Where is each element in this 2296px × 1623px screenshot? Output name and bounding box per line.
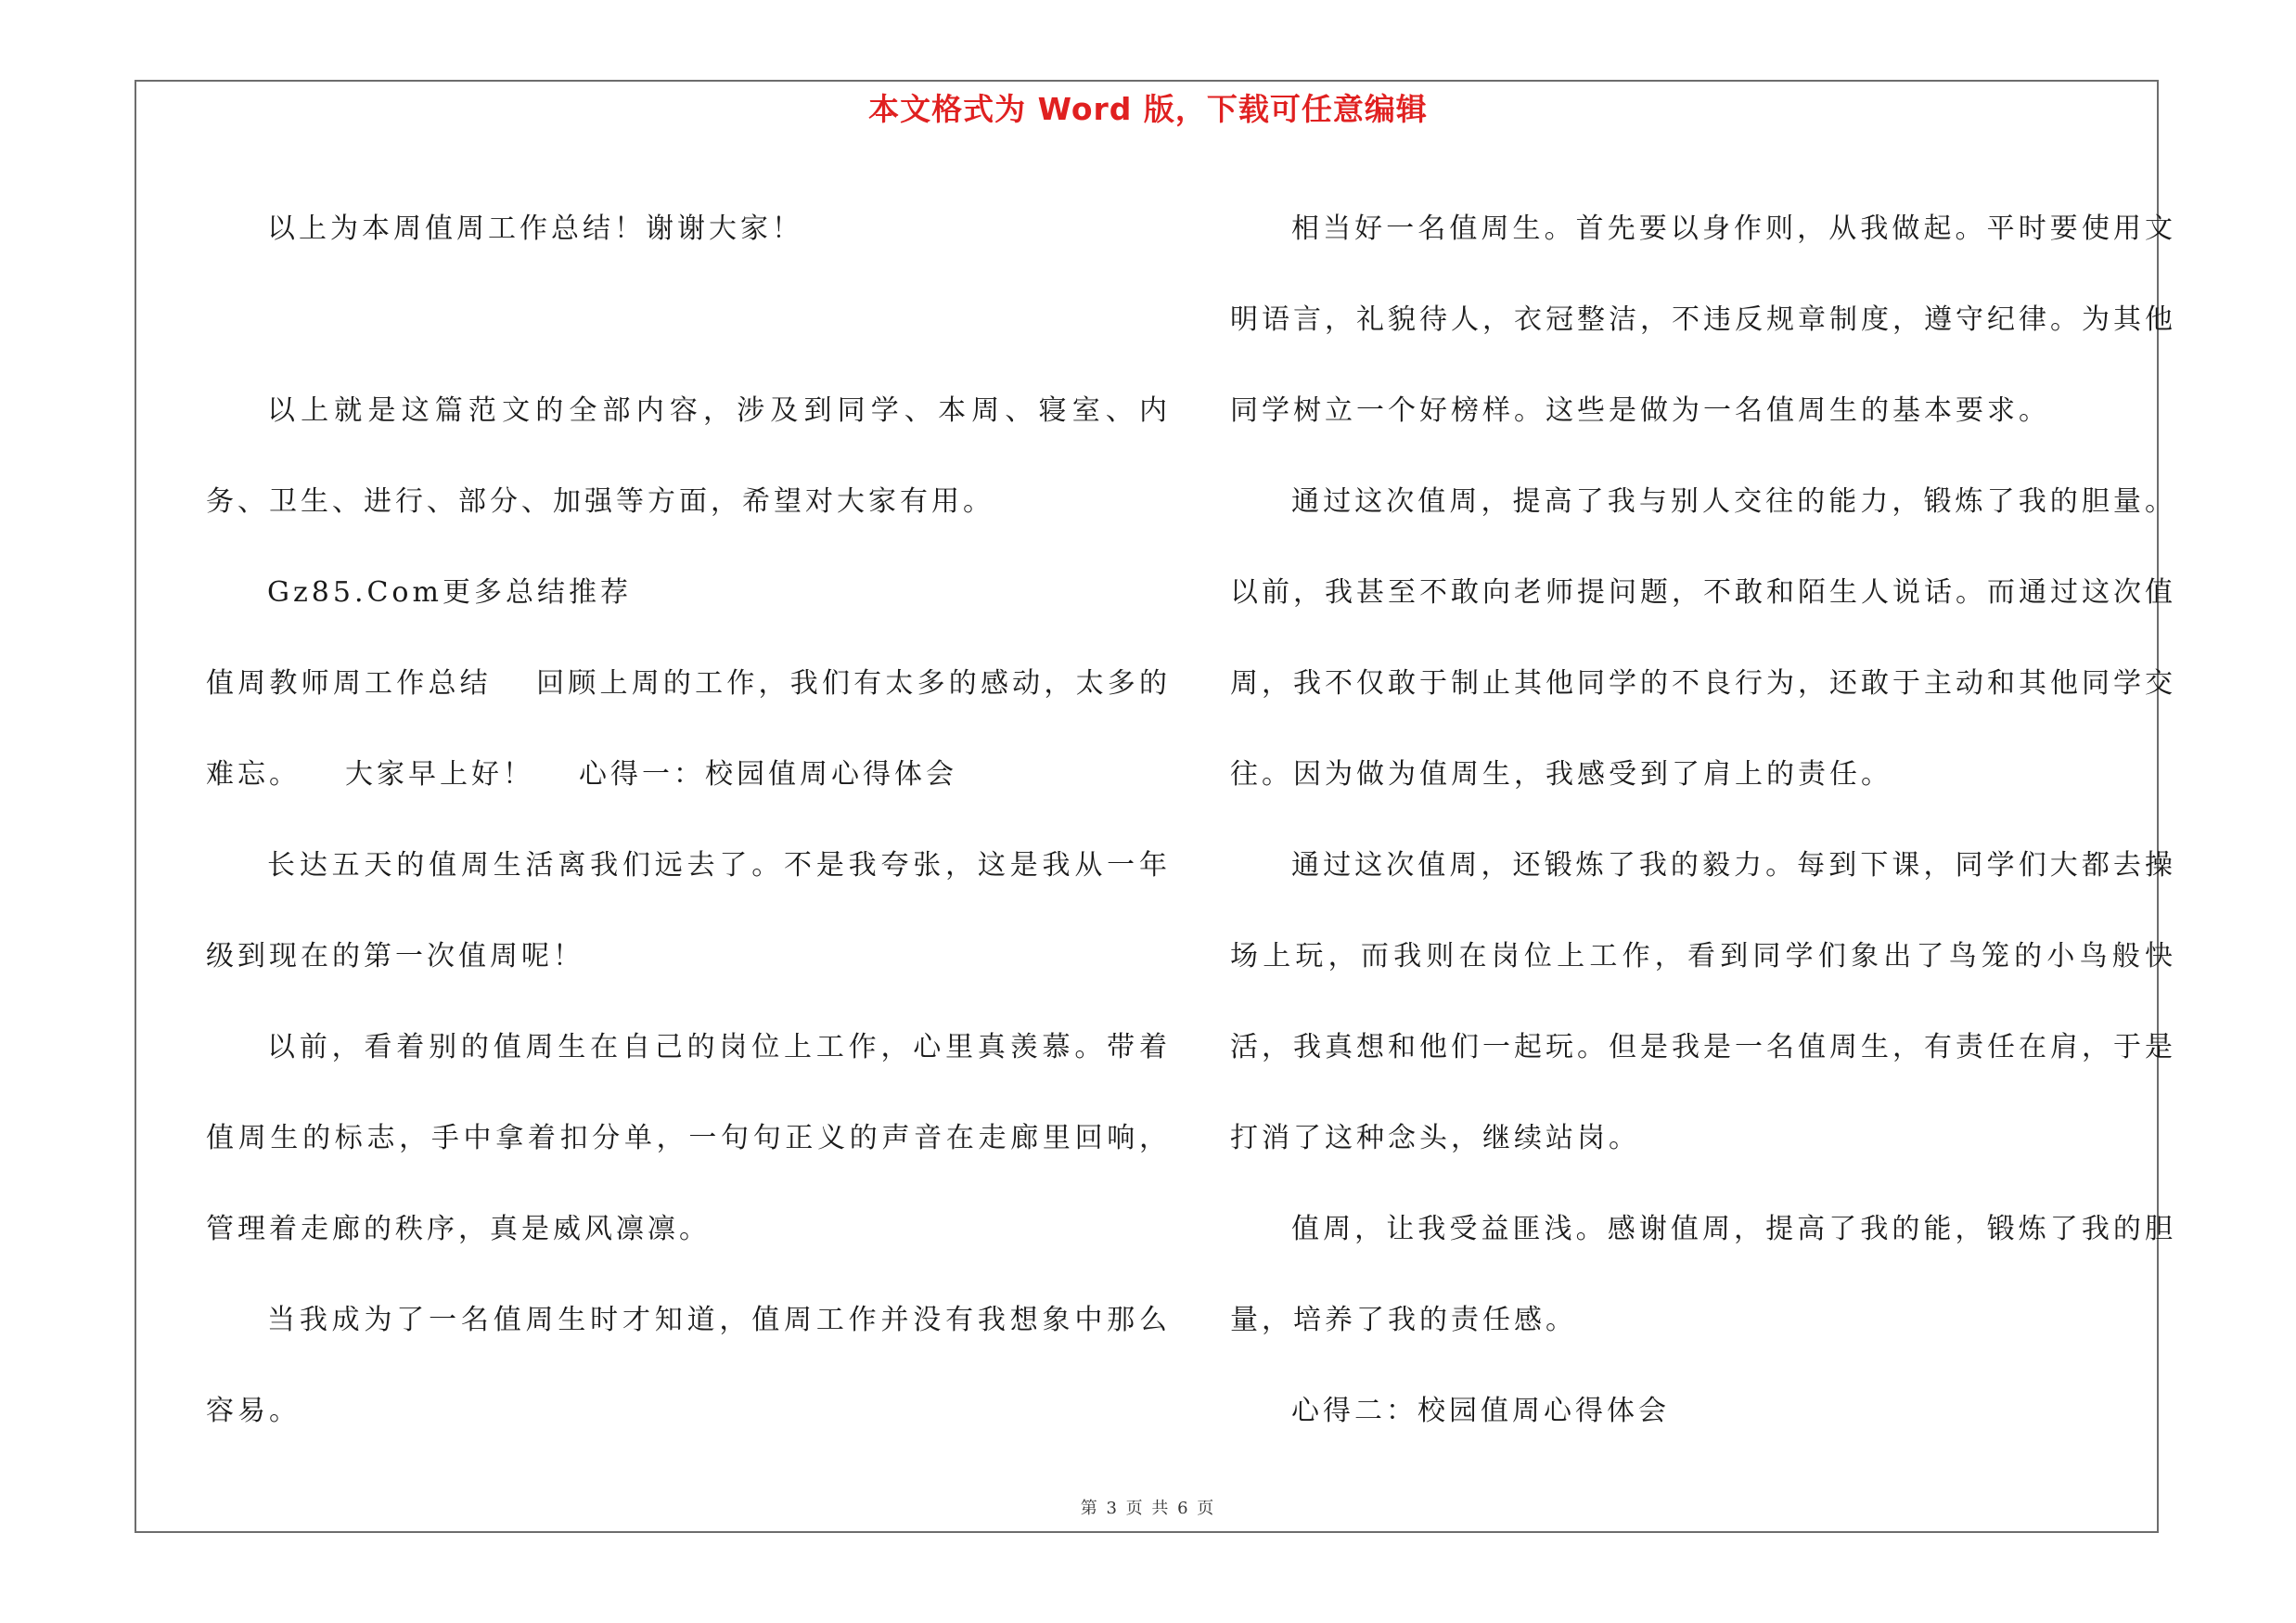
related-title-experience-one: 心得一：校园值周心得体会	[579, 758, 957, 791]
related-excerpt-review: 回顾上周的工作，我们有太多的感动，太多的难忘。	[206, 667, 1172, 791]
perseverance-paragraph: 通过这次值周，还锻炼了我的毅力。每到下课，同学们大都去操场上玩，而我则在岗位上工作，看到同学们象出了鸟笼的小鸟般快活，我真想和他们一起玩。但是我是一名值周生，有责任在肩，于是打消了这种念头，继续站岗。	[1230, 849, 2176, 1154]
right-column	[1230, 184, 2176, 1457]
not-easy-paragraph: 当我成为了一名值周生时才知道，值周工作并没有我想象中那么容易。	[206, 1304, 1171, 1427]
envy-paragraph: 以前，看着别的值周生在自己的岗位上工作，心里真羡慕。带着值周生的标志，手中拿着扣分单，一句句正义的声音在走廊里回响，管理着走廊的秩序，真是威风凛凛。	[206, 1031, 1171, 1245]
more-summaries-link-text: Gz85.Com更多总结推荐	[267, 576, 632, 609]
left-column	[206, 184, 1171, 1457]
experience-two-heading: 心得二：校园值周心得体会	[1291, 1395, 1670, 1427]
related-articles-paragraph	[206, 638, 1171, 820]
related-title-teacher-summary: 值周教师周工作总结	[206, 667, 492, 700]
good-monitor-paragraph: 相当好一名值周生。首先要以身作则，从我做起。平时要使用文明语言，礼貌待人，衣冠整洁，不违反规章制度，遵守纪律。为其他同学树立一个好榜样。这些是做为一名值周生的基本要求。	[1230, 213, 2176, 427]
benefit-paragraph: 值周，让我受益匪浅。感谢值周，提高了我的能，锻炼了我的胆量，培养了我的责任感。	[1230, 1213, 2176, 1336]
page-number-footer: 第 3 页 共 6 页	[1080, 1499, 1216, 1518]
related-excerpt-greeting: 大家早上好！	[345, 758, 534, 791]
word-format-banner: 本文格式为 Word 版，下载可任意编辑	[868, 91, 1428, 127]
summary-note-paragraph: 以上就是这篇范文的全部内容，涉及到同学、本周、寝室、内务、卫生、进行、部分、加强等方面，希望对大家有用。	[206, 394, 1171, 518]
five-days-paragraph: 长达五天的值周生活离我们远去了。不是我夸张，这是我从一年级到现在的第一次值周呢！	[206, 849, 1171, 973]
communication-paragraph: 通过这次值周，提高了我与别人交往的能力，锻炼了我的胆量。以前，我甚至不敢向老师提问题，不敢和陌生人说话。而通过这次值周，我不仅敢于制止其他同学的不良行为，还敢于主动和其他同学交往。因为做为值周生，我感受到了肩上的责任。	[1230, 485, 2176, 791]
closing-thanks-paragraph: 以上为本周值周工作总结！谢谢大家！	[267, 213, 803, 245]
